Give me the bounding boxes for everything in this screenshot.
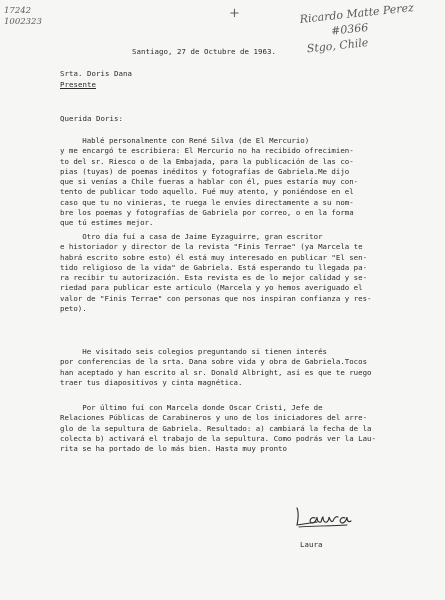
sender-name-annotation: Ricardo Matte Perez [299,1,415,26]
greeting: Querida Doris: [60,114,123,123]
handwritten-signature [293,505,353,529]
archive-number-2: 1002323 [4,17,42,27]
place-annotation: Stgo, Chile [306,35,369,56]
sender-annotation [299,0,418,57]
catalog-code-annotation: #0366 [330,20,369,38]
typed-signature: Laura [300,540,323,549]
presente-line: Presente [60,80,96,89]
paragraph-1: Hablé personalmente con René Silva (de El Mercurio) y me encargó te escribiera: El Mercurio no ha recibido ofrecimien- to del sr. Riesco o de la Embajada, para la publicación de las co- pias (tuyas) de poemas inéditos y fotografías de Gabriela.Me dijo que si venías a Chile fueras a hablar con él, pues estaría muy con- tento de publicar todo aquello. Fué muy atento, y poniéndose en el caso que tu no vinieras, te ruega le envíes directamente a su nom- bre los poemas y fotografías de Gabriela por correo, o en la forma que tú estimes mejor. [60,136,359,228]
archive-number-annotation [4,6,42,28]
letter-date: Santiago, 27 de Octubre de 1963. [132,47,276,56]
recipient-line: Srta. Doris Dana [60,69,132,78]
paragraph-4: Por último fuí con Marcela donde Oscar Cristi, Jefe de Relaciones Públicas de Carabineros y uno de los iniciadores del arre- glo de la sepultura de Gabriela. Resultado: a) cambiará la fecha de la colecta b) activará el trabajo de la sepultura. Como podrás ver la Lau- rita se ha portado de lo más bien. Hasta muy pronto [60,403,376,454]
archive-number-1: 17242 [4,6,32,16]
paragraph-3: He visitado seis colegios preguntando si tienen interés por conferencias de la srta. Dana sobre vida y obra de Gabriela.Tocos han aceptado y han escrito al sr. Donald Albright, así es que te ruego traer tus diapositivos y cinta magnética. [60,347,372,387]
paragraph-2: Otro día fuí a casa de Jaime Eyzaguirre, gran escritor e historiador y director de la revista "Finis Terrae" (ya Marcela te habrá escrito sobre esto) él está muy interesado en publicar "El sen- tido religioso de la vida" de Gabriela. Está esperando tu llegada pa- ra recibir tu autorización. Esta revista es de lo mejor calidad y se- riedad para publicar este artículo (Marcela y yo hemos averiguado el valor de "Finis Terrae" con personas que nos inspiran confianza y res- peto). [60,232,372,314]
plus-mark: + [229,6,240,21]
